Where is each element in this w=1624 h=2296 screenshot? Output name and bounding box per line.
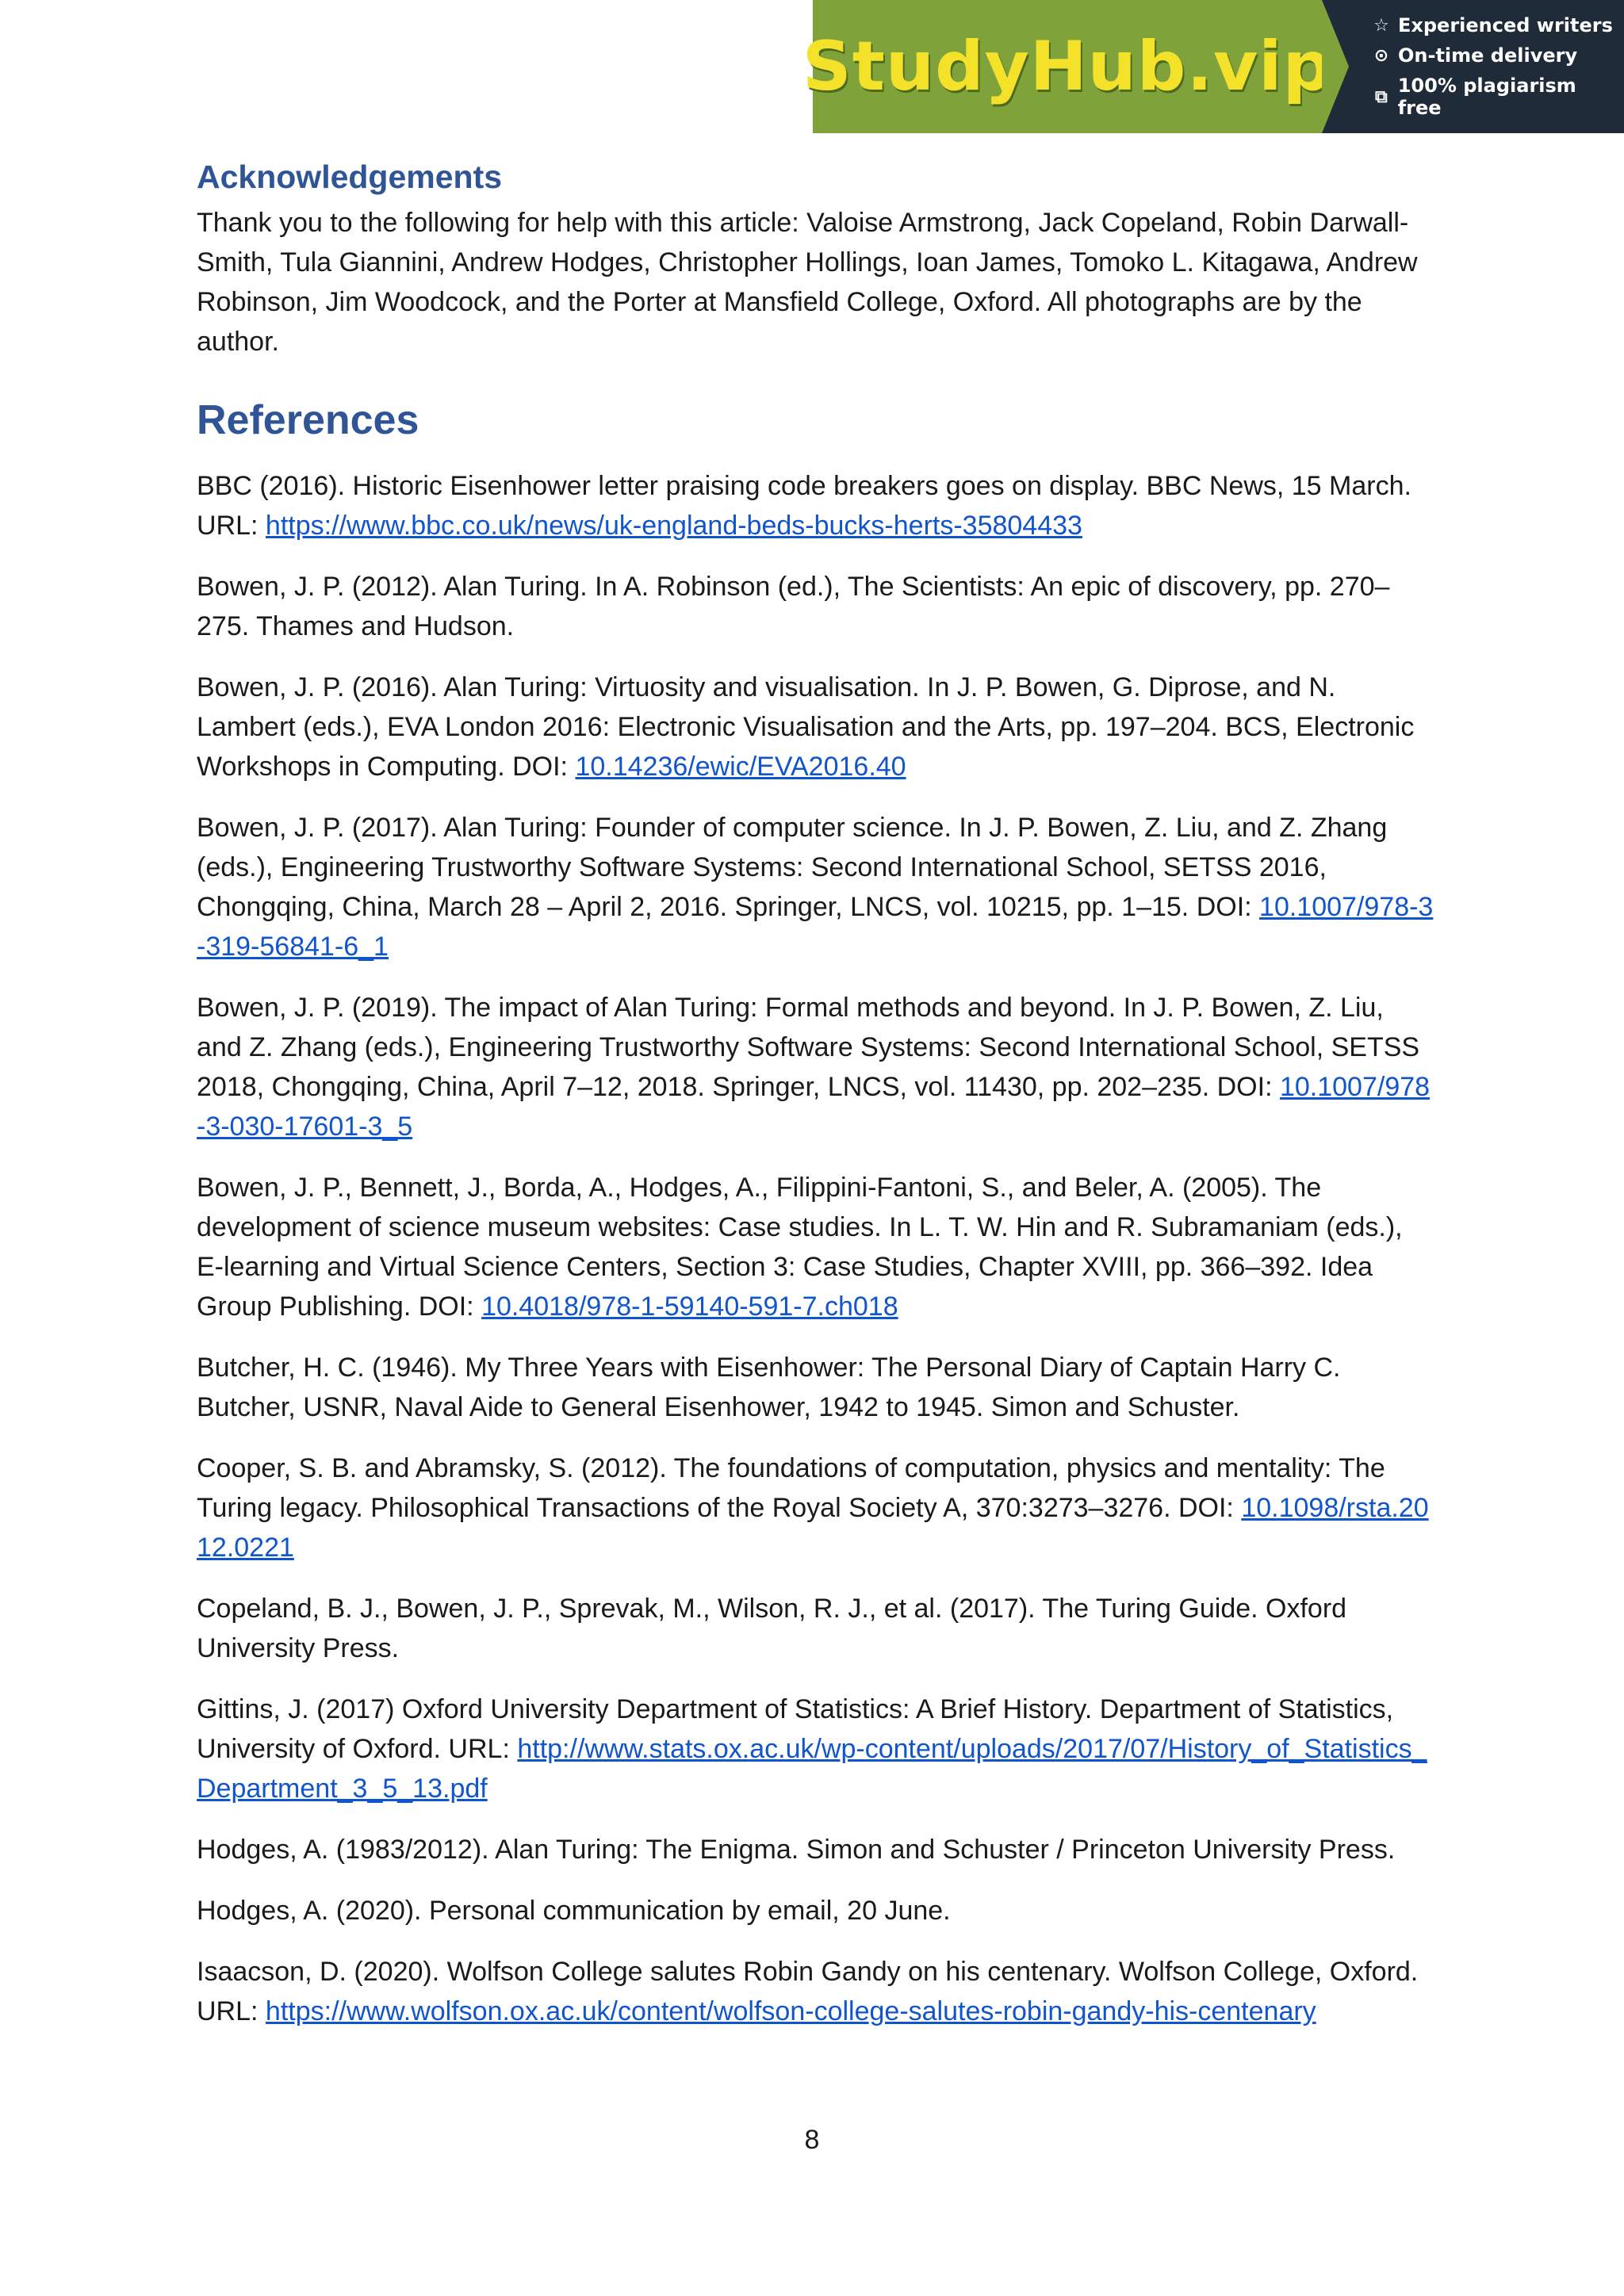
page-number: 8: [804, 2125, 820, 2155]
feature-label: 100% plagiarism free: [1397, 75, 1576, 119]
feature-label: Experienced writers: [1398, 14, 1613, 36]
reference-text: Bowen, J. P. (2017). Alan Turing: Founder of computer science. In J. P. Bowen, Z. Liu, and Z. Zhang (eds.), Engineering Trustworthy Software Systems: Second International School, SETSS 2016, Chongqing, China, March 28 – April 2, 2016. Springer, LNCS, vol. 10215, pp. 1–15. DOI:: [197, 813, 1388, 922]
copy-icon: ⧉: [1375, 86, 1388, 107]
star-icon: ☆: [1373, 15, 1389, 36]
reference-link[interactable]: https://www.bbc.co.uk/news/uk-england-beds-bucks-herts-35804433: [265, 511, 1082, 541]
reference-link[interactable]: 10.1007/978-3-030-17601-3_5: [197, 1072, 1431, 1142]
reference-item: [197, 668, 1434, 786]
reference-item: [197, 1689, 1434, 1808]
reference-item: [197, 1891, 1434, 1931]
features-panel: [1322, 0, 1624, 133]
clock-icon: ⊙: [1373, 45, 1389, 66]
reference-text: Bowen, J. P. (2016). Alan Turing: Virtuosity and visualisation. In J. P. Bowen, G. Diprose, and N. Lambert (eds.), EVA London 2016: Electronic Visualisation and the Arts, pp. 197–204. BCS, Electronic Workshops in Computing. DOI:: [197, 672, 1415, 782]
feature-label: On-time delivery: [1398, 44, 1578, 67]
acknowledgements-heading: Acknowledgements: [197, 159, 503, 195]
reference-link[interactable]: http://www.stats.ox.ac.uk/wp-content/uploads/2017/07/History_of_Statistics_Department_3_5_13.pdf: [197, 1734, 1427, 1804]
reference-list: [197, 466, 1434, 2031]
studyhub-banner[interactable]: [802, 0, 1624, 133]
reference-item: [197, 1952, 1434, 2031]
reference-item: [197, 567, 1434, 646]
reference-item: [197, 1168, 1434, 1326]
reference-text: Copeland, B. J., Bowen, J. P., Sprevak, M., Wilson, R. J., et al. (2017). The Turing Guide. Oxford University Press.: [197, 1594, 1347, 1663]
reference-link[interactable]: 10.4018/978-1-59140-591-7.ch018: [481, 1292, 898, 1322]
reference-item: [197, 466, 1434, 545]
feature-on-time-delivery: [1371, 44, 1624, 67]
reference-text: Butcher, H. C. (1946). My Three Years with Eisenhower: The Personal Diary of Captain Harry C. Butcher, USNR, Naval Aide to General Eisenhower, 1942 to 1945. Simon and Schuster.: [197, 1353, 1341, 1422]
reference-text: BBC (2016). Historic Eisenhower letter praising code breakers goes on display. BBC News, 15 March. URL:: [197, 471, 1411, 541]
reference-text: Hodges, A. (2020). Personal communication by email, 20 June.: [197, 1896, 951, 1926]
reference-item: [197, 1830, 1434, 1869]
reference-item: [197, 988, 1434, 1146]
reference-text: Cooper, S. B. and Abramsky, S. (2012). The foundations of computation, physics and mentality: The Turing legacy. Philosophical Transactions of the Royal Society A, 370:3273–3276. DOI:: [197, 1453, 1385, 1523]
reference-item: [197, 808, 1434, 966]
reference-item: [197, 1589, 1434, 1668]
references-heading: References: [197, 397, 419, 443]
reference-link[interactable]: 10.1007/978-3-319-56841-6_1: [197, 892, 1434, 962]
reference-link[interactable]: https://www.wolfson.ox.ac.uk/content/wolfson-college-salutes-robin-gandy-his-centenary: [265, 1996, 1316, 2026]
brand-logo: StudyHub.vip: [802, 27, 1333, 106]
reference-text: Isaacson, D. (2020). Wolfson College salutes Robin Gandy on his centenary. Wolfson College, Oxford. URL:: [197, 1957, 1419, 2026]
reference-item: [197, 1348, 1434, 1427]
reference-link[interactable]: 10.14236/ewic/EVA2016.40: [575, 752, 906, 782]
reference-text: Bowen, J. P. (2012). Alan Turing. In A. Robinson (ed.), The Scientists: An epic of discovery, pp. 270–275. Thames and Hudson.: [197, 572, 1390, 641]
reference-text: Bowen, J. P., Bennett, J., Borda, A., Hodges, A., Filippini-Fantoni, S., and Beler, A. (2005). The development of science museum websites: Case studies. In L. T. W. Hin and R. Subramaniam (eds.), E-learning and Virtual Science Centers, Section 3: Case Studies, Chapter XVIII, pp. 366–392. Idea Group Publishing. DOI:: [197, 1173, 1403, 1322]
feature-plagiarism-free: [1371, 75, 1624, 119]
reference-item: [197, 1448, 1434, 1567]
feature-experienced-writers: [1371, 14, 1624, 36]
reference-text: Bowen, J. P. (2019). The impact of Alan Turing: Formal methods and beyond. In J. P. Bowen, Z. Liu, and Z. Zhang (eds.), Engineering Trustworthy Software Systems: Second International School, SETSS 2018, Chongqing, China, April 7–12, 2018. Springer, LNCS, vol. 11430, pp. 202–235. DOI:: [197, 993, 1420, 1102]
reference-text: Gittins, J. (2017) Oxford University Department of Statistics: A Brief History. Department of Statistics, University of Oxford. URL:: [197, 1694, 1394, 1764]
acknowledgements-text: Thank you to the following for help with this article: Valoise Armstrong, Jack Copeland, Robin Darwall-Smith, Tula Giannini, Andrew Hodges, Christopher Hollings, Ioan James, Tomoko L. Kitagawa, Andrew Robinson, Jim Woodcock, and the Porter at Mansfield College, Oxford. All photographs are by the author.: [197, 208, 1418, 357]
brand-panel: [802, 0, 1333, 133]
reference-link[interactable]: 10.1098/rsta.2012.0221: [197, 1493, 1429, 1563]
document-body: [197, 151, 1434, 2053]
reference-text: Hodges, A. (1983/2012). Alan Turing: The Enigma. Simon and Schuster / Princeton University Press.: [197, 1835, 1396, 1865]
